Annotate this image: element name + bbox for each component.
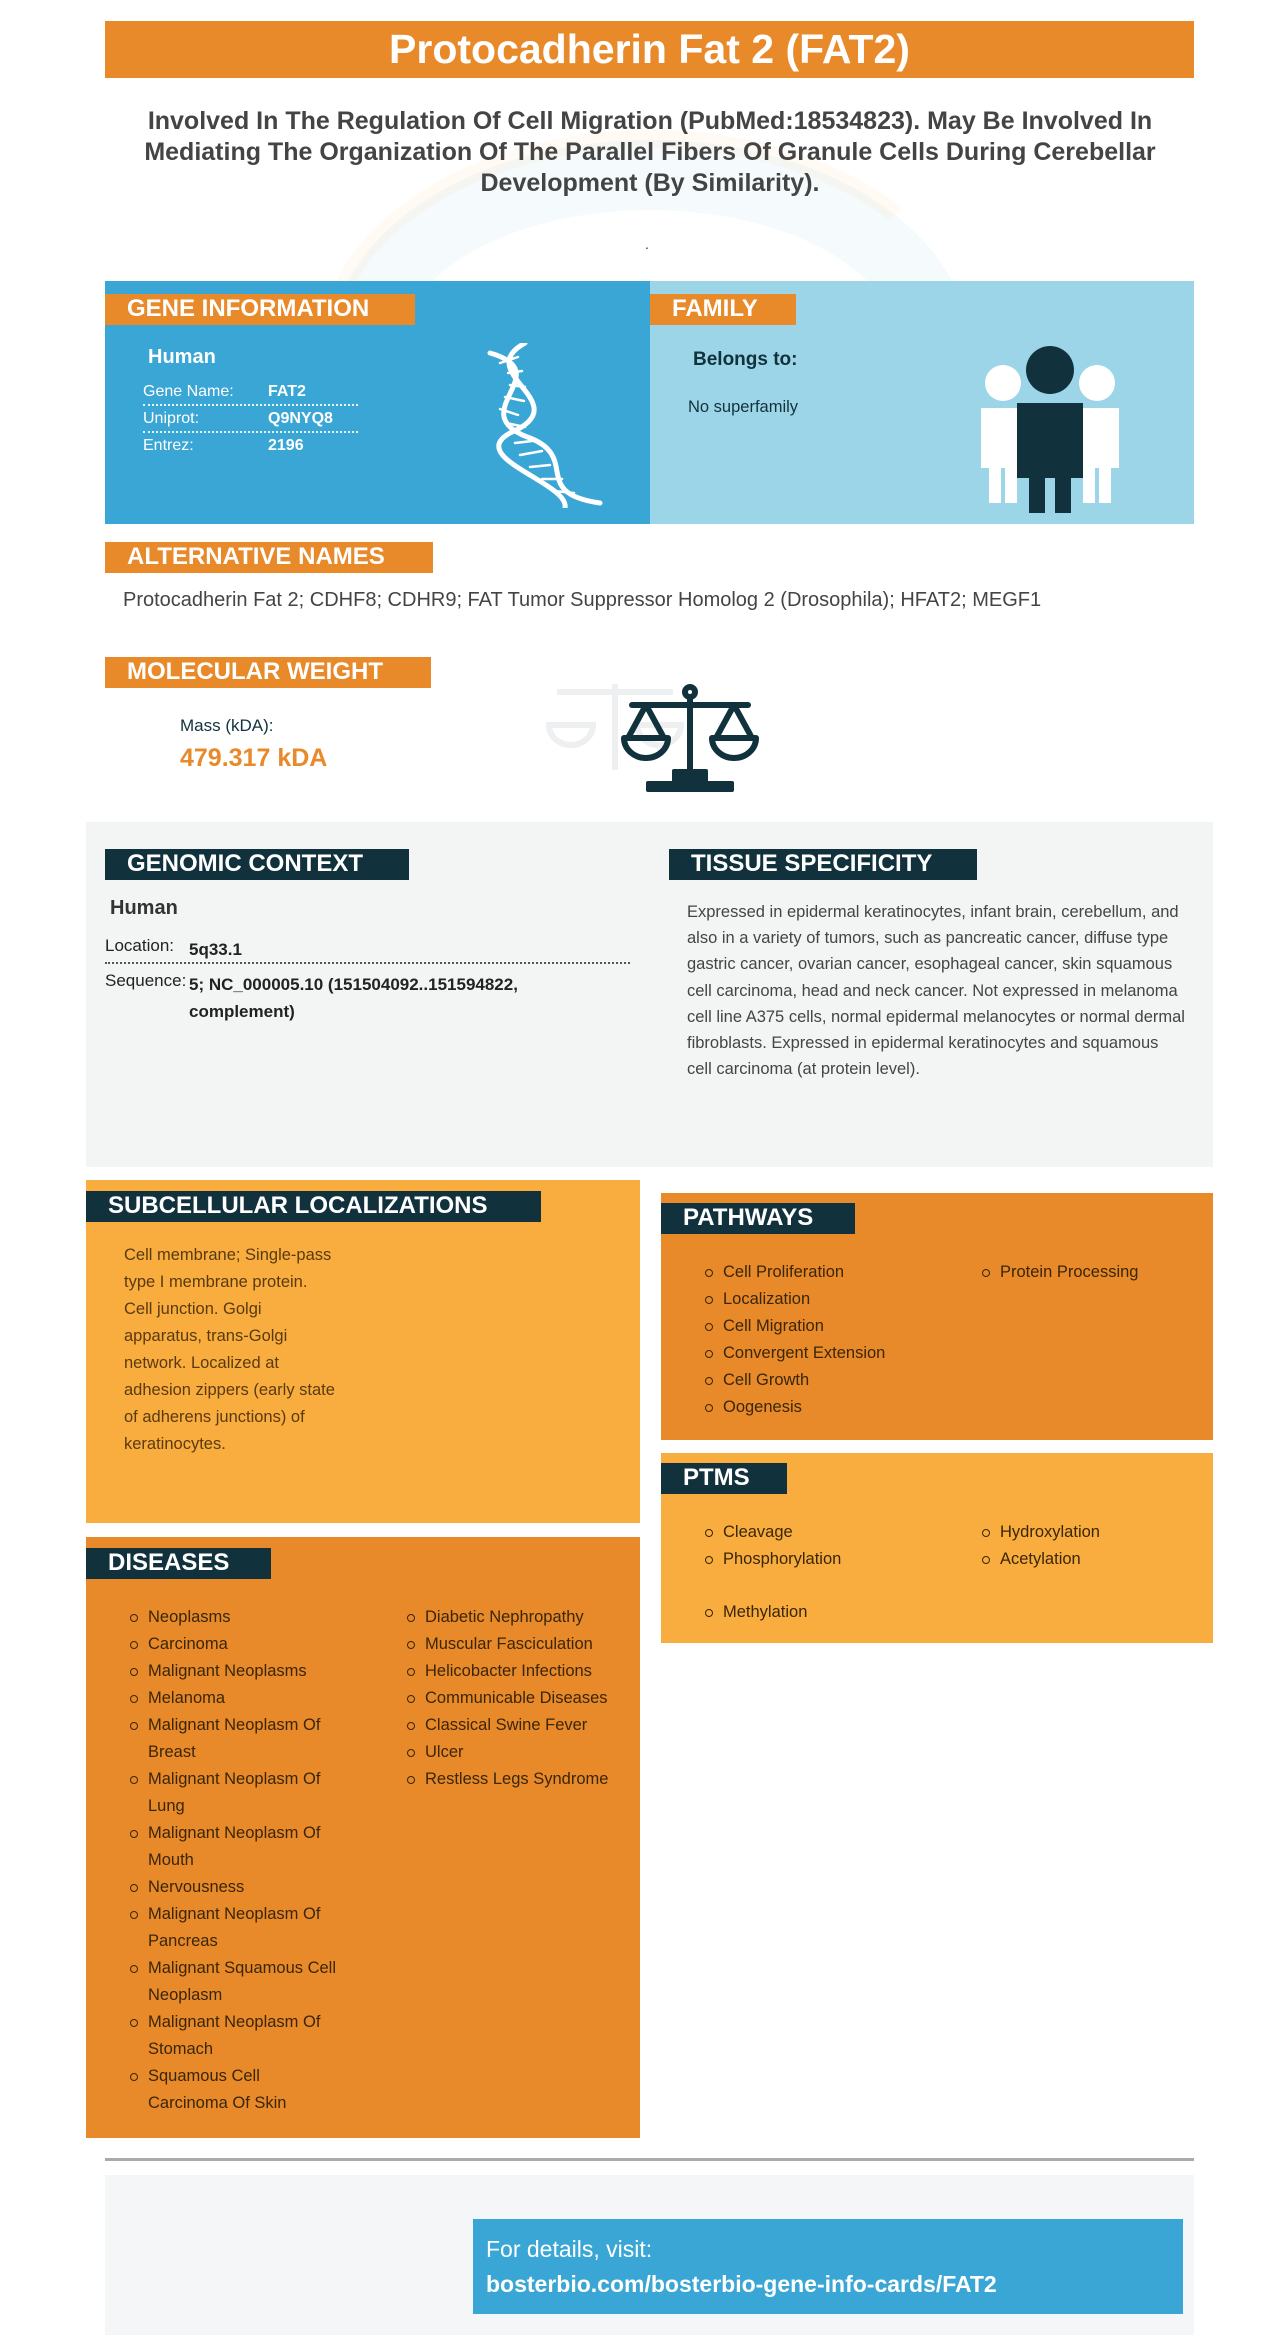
diseases-list-1 <box>128 1604 343 2117</box>
gene-row-entrez <box>143 433 358 460</box>
alternative-names-heading: ALTERNATIVE NAMES <box>105 542 433 573</box>
ptms-panel <box>661 1453 1213 1643</box>
family-value: No superfamily <box>688 398 799 416</box>
pathway-item: Cell Migration <box>703 1313 963 1340</box>
genomic-location-row <box>105 936 630 964</box>
disease-item: Malignant Neoplasms <box>128 1658 343 1685</box>
disease-item: Classical Swine Fever <box>405 1712 635 1739</box>
pathway-item: Oogenesis <box>703 1394 963 1421</box>
sequence-value-line2: complement) <box>189 1002 295 1021</box>
disease-item: Ulcer <box>405 1739 635 1766</box>
ptm-item: Cleavage <box>703 1519 963 1546</box>
subcellular-text: Cell membrane; Single-pass type I membrane protein. Cell junction. Golgi apparatus, trans-Golgi network. Localized at adhesion zippers (early state of adherens junctions) of keratinocytes. <box>124 1246 335 1453</box>
ptms-heading: PTMS <box>661 1463 787 1494</box>
gene-function-summary: Involved In The Regulation Of Cell Migration (PubMed:18534823). May Be Involved In Mediating The Organization Of The Parallel Fibers Of Granule Cells During Cerebellar Development (By Similarity). <box>144 107 1156 197</box>
details-url-link[interactable]: bosterbio.com/bosterbio-gene-info-cards/FAT2 <box>486 2271 997 2297</box>
separator-dot: . <box>645 236 649 252</box>
disease-item: Nervousness <box>128 1874 343 1901</box>
location-value: 5q33.1 <box>189 940 242 959</box>
ptms-list-1 <box>703 1519 963 1573</box>
uniprot-value: Q9NYQ8 <box>268 410 333 427</box>
alternative-names-text: Protocadherin Fat 2; CDHF8; CDHR9; FAT Tumor Suppressor Homolog 2 (Drosophila); HFAT2; MEGF1 <box>123 589 1042 611</box>
uniprot-label: Uniprot: <box>143 410 200 427</box>
footer-divider <box>105 2158 1194 2161</box>
mass-label: Mass (kDA): <box>180 716 274 735</box>
genomic-species: Human <box>110 897 178 919</box>
family-panel <box>650 281 1194 524</box>
subcellular-heading: SUBCELLULAR LOCALIZATIONS <box>86 1191 541 1222</box>
family-heading: FAMILY <box>650 294 796 325</box>
ptms-list-3 <box>703 1599 963 1626</box>
pathway-item: Convergent Extension <box>703 1340 963 1367</box>
location-label: Location: <box>105 936 174 955</box>
tissue-specificity-heading: TISSUE SPECIFICITY <box>669 849 977 880</box>
details-link-box[interactable] <box>473 2219 1183 2314</box>
page-title: Protocadherin Fat 2 (FAT2) <box>105 21 1194 78</box>
ptm-item: Methylation <box>703 1599 963 1626</box>
disease-item: Helicobacter Infections <box>405 1658 635 1685</box>
disease-item: Malignant Squamous Cell Neoplasm <box>128 1955 343 2009</box>
tissue-specificity-text: Expressed in epidermal keratinocytes, infant brain, cerebellum, and also in a variety of tumors, such as pancreatic cancer, diffuse type gastric cancer, ovarian cancer, esophageal cancer, skin squamous cell carcinoma, head and neck cancer. Not expressed in melanoma cell line A375 cells, normal epidermal melanocytes or normal dermal fibroblasts. Expressed in epidermal keratinocytes and squamous cell carcinoma (at protein level). <box>687 903 1185 1079</box>
pathway-item: Cell Growth <box>703 1367 963 1394</box>
pathways-list-1 <box>703 1259 963 1421</box>
disease-item: Malignant Neoplasm Of Lung <box>128 1766 343 1820</box>
pathways-list-2 <box>980 1259 1200 1286</box>
gene-row-name <box>143 379 358 406</box>
scale-watermark-icon <box>545 670 685 785</box>
diseases-heading: DISEASES <box>86 1548 271 1579</box>
ptm-item: Hydroxylation <box>980 1519 1200 1546</box>
disease-item: Squamous Cell Carcinoma Of Skin <box>128 2063 343 2117</box>
genomic-context-heading: GENOMIC CONTEXT <box>105 849 409 880</box>
diseases-list-2 <box>405 1604 635 1793</box>
disease-item: Carcinoma <box>128 1631 343 1658</box>
ptm-item: Acetylation <box>980 1546 1200 1573</box>
disease-item: Diabetic Nephropathy <box>405 1604 635 1631</box>
ptm-item: Phosphorylation <box>703 1546 963 1573</box>
subcellular-panel <box>86 1180 640 1523</box>
gene-information-heading: GENE INFORMATION <box>105 294 415 325</box>
disease-item: Communicable Diseases <box>405 1685 635 1712</box>
gene-info-table <box>143 379 358 460</box>
disease-item: Restless Legs Syndrome <box>405 1766 635 1793</box>
disease-item: Malignant Neoplasm Of Mouth <box>128 1820 343 1874</box>
disease-item: Malignant Neoplasm Of Breast <box>128 1712 343 1766</box>
disease-item: Malignant Neoplasm Of Stomach <box>128 2009 343 2063</box>
gene-name-value: FAT2 <box>268 383 306 400</box>
pathway-item: Cell Proliferation <box>703 1259 963 1286</box>
gene-row-uniprot <box>143 406 358 433</box>
pathway-item: Localization <box>703 1286 963 1313</box>
gene-name-label: Gene Name: <box>143 383 234 400</box>
people-group-icon <box>975 343 1125 513</box>
entrez-label: Entrez: <box>143 437 194 454</box>
disease-item: Neoplasms <box>128 1604 343 1631</box>
sequence-value-line1: 5; NC_000005.10 (151504092..151594822, <box>189 975 518 994</box>
molecular-weight-heading: MOLECULAR WEIGHT <box>105 657 431 688</box>
ptms-list-2 <box>980 1519 1200 1573</box>
entrez-value: 2196 <box>268 437 304 454</box>
diseases-panel <box>86 1537 640 2138</box>
disease-item: Malignant Neoplasm Of Pancreas <box>128 1901 343 1955</box>
dna-helix-icon <box>470 343 615 508</box>
pathways-heading: PATHWAYS <box>661 1203 855 1234</box>
gene-information-panel <box>105 281 650 524</box>
sequence-label: Sequence: <box>105 971 187 990</box>
mass-value: 479.317 kDA <box>180 744 328 772</box>
disease-item: Melanoma <box>128 1685 343 1712</box>
pathway-item: Protein Processing <box>980 1259 1200 1286</box>
disease-item: Muscular Fasciculation <box>405 1631 635 1658</box>
gene-species: Human <box>148 346 216 368</box>
details-label: For details, visit: <box>486 2236 653 2262</box>
pathways-panel <box>661 1193 1213 1440</box>
family-belongs-label: Belongs to: <box>693 349 798 370</box>
genomic-sequence-row <box>105 971 630 1025</box>
